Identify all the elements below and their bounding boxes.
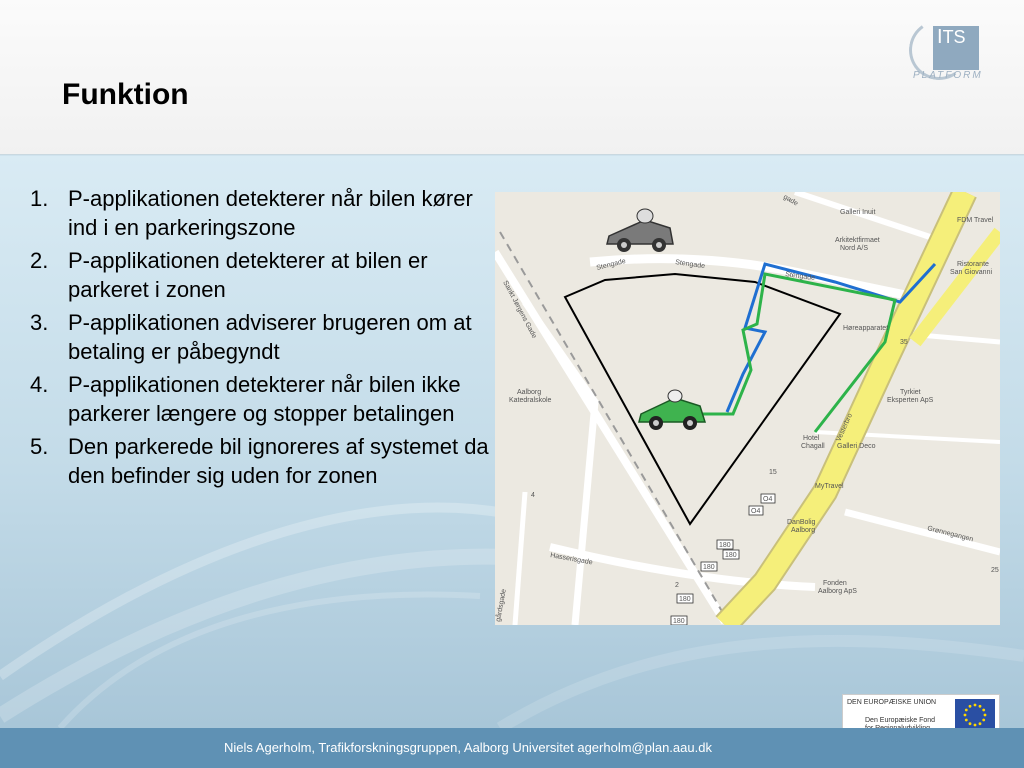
footer-credit: Niels Agerholm, Trafikforskningsgruppen, Aalborg Universitet agerholm@plan.aau.dk xyxy=(224,740,712,755)
map-label: Stengade xyxy=(784,271,816,283)
map-label: Nord A/S xyxy=(840,245,869,252)
map-label: Hasserisgade xyxy=(549,552,594,567)
map-label: gårdsgade xyxy=(495,588,508,623)
map-label: Ristorante xyxy=(957,261,989,268)
its-platform-logo xyxy=(905,18,1005,92)
map-label: gade xyxy=(782,193,799,208)
map-label: Galleri Deco xyxy=(837,443,876,450)
road-shield-180 xyxy=(671,616,687,625)
map-label: MyTravel xyxy=(815,483,844,490)
map-label: 25 xyxy=(991,567,999,574)
list-number: 4. xyxy=(30,372,49,397)
logo-box: ITS xyxy=(933,26,979,70)
svg-text:180: 180 xyxy=(703,564,715,571)
road-shield-180 xyxy=(723,550,739,559)
list-item xyxy=(30,184,495,242)
map-label: Vesterbro xyxy=(835,412,855,443)
feature-list xyxy=(30,184,495,494)
eu-fund-label: Den Europæiske Fond xyxy=(865,717,936,724)
road-shield-180 xyxy=(701,562,717,571)
parking-zone-map xyxy=(495,192,1000,625)
map-label: FDM Travel xyxy=(957,217,994,224)
map-label: Stengade xyxy=(674,259,706,271)
map-label: Aalborg xyxy=(791,527,816,534)
map-label: Tyrkiet xyxy=(900,389,921,396)
map-label: Høreapparatet xyxy=(843,325,889,332)
list-text: P-applikationen adviserer brugeren om at betaling er påbegyndt xyxy=(68,310,472,364)
list-number: 1. xyxy=(30,186,49,211)
map-label: San Giovanni xyxy=(950,269,993,276)
svg-text:180: 180 xyxy=(673,618,685,625)
map-label: Galleri Inuit xyxy=(840,209,876,216)
list-item xyxy=(30,246,495,304)
map-label: Sankt Jørgens Gade xyxy=(501,279,538,340)
road-shield-o4 xyxy=(749,506,763,515)
map-label: Arkitektfirmaet xyxy=(835,237,880,244)
slide-header xyxy=(0,0,1024,155)
eu-flag-icon xyxy=(955,699,995,731)
grey-car-icon xyxy=(607,209,673,252)
road-shield-o4 xyxy=(761,494,775,503)
map-label: Chagall xyxy=(801,443,825,450)
logo-wordmark: PLATFORM xyxy=(913,70,983,81)
list-text: P-applikationen detekterer når bilen kører ind i en parkeringszone xyxy=(68,186,473,240)
road-shield-180 xyxy=(677,594,693,603)
map-label: 4 xyxy=(531,492,535,499)
map-label: Grønnegangen xyxy=(926,525,974,544)
map-label: Katedralskole xyxy=(509,397,552,404)
list-text: P-applikationen detekterer at bilen er parkeret i zonen xyxy=(68,248,428,302)
svg-text:O4: O4 xyxy=(751,508,761,515)
svg-text:180: 180 xyxy=(725,552,737,559)
map-label: Aalborg ApS xyxy=(818,588,857,595)
list-item xyxy=(30,308,495,366)
list-number: 5. xyxy=(30,434,49,459)
list-item xyxy=(30,370,495,428)
map-label: Fonden xyxy=(823,580,847,587)
svg-text:180: 180 xyxy=(719,542,731,549)
map-label: Hotel xyxy=(803,435,820,442)
map-label: 2 xyxy=(675,582,679,589)
major-road xyxy=(725,192,965,625)
svg-text:O4: O4 xyxy=(763,496,773,503)
map-label: 35 xyxy=(900,339,908,346)
eu-union-label: DEN EUROPÆISKE UNION xyxy=(847,699,937,706)
map-label: DanBolig xyxy=(787,519,816,526)
list-text: P-applikationen detekterer når bilen ikke parkerer længere og stopper betalingen xyxy=(68,372,461,426)
map-label: Aalborg xyxy=(517,389,542,396)
map-label: Stengade xyxy=(595,257,627,272)
svg-text:180: 180 xyxy=(679,596,691,603)
list-item xyxy=(30,432,495,490)
list-number: 3. xyxy=(30,310,49,335)
list-text: Den parkerede bil ignoreres af systemet da den befinder sig uden for zonen xyxy=(68,434,489,488)
road-shield-180 xyxy=(717,540,733,549)
map-label: Eksperten ApS xyxy=(887,397,934,404)
list-number: 2. xyxy=(30,248,49,273)
parking-zone xyxy=(565,274,840,524)
slide-title: Funktion xyxy=(62,78,189,111)
green-car-icon xyxy=(639,390,705,430)
map-label: 15 xyxy=(769,469,777,476)
slide-footer xyxy=(0,728,1024,768)
